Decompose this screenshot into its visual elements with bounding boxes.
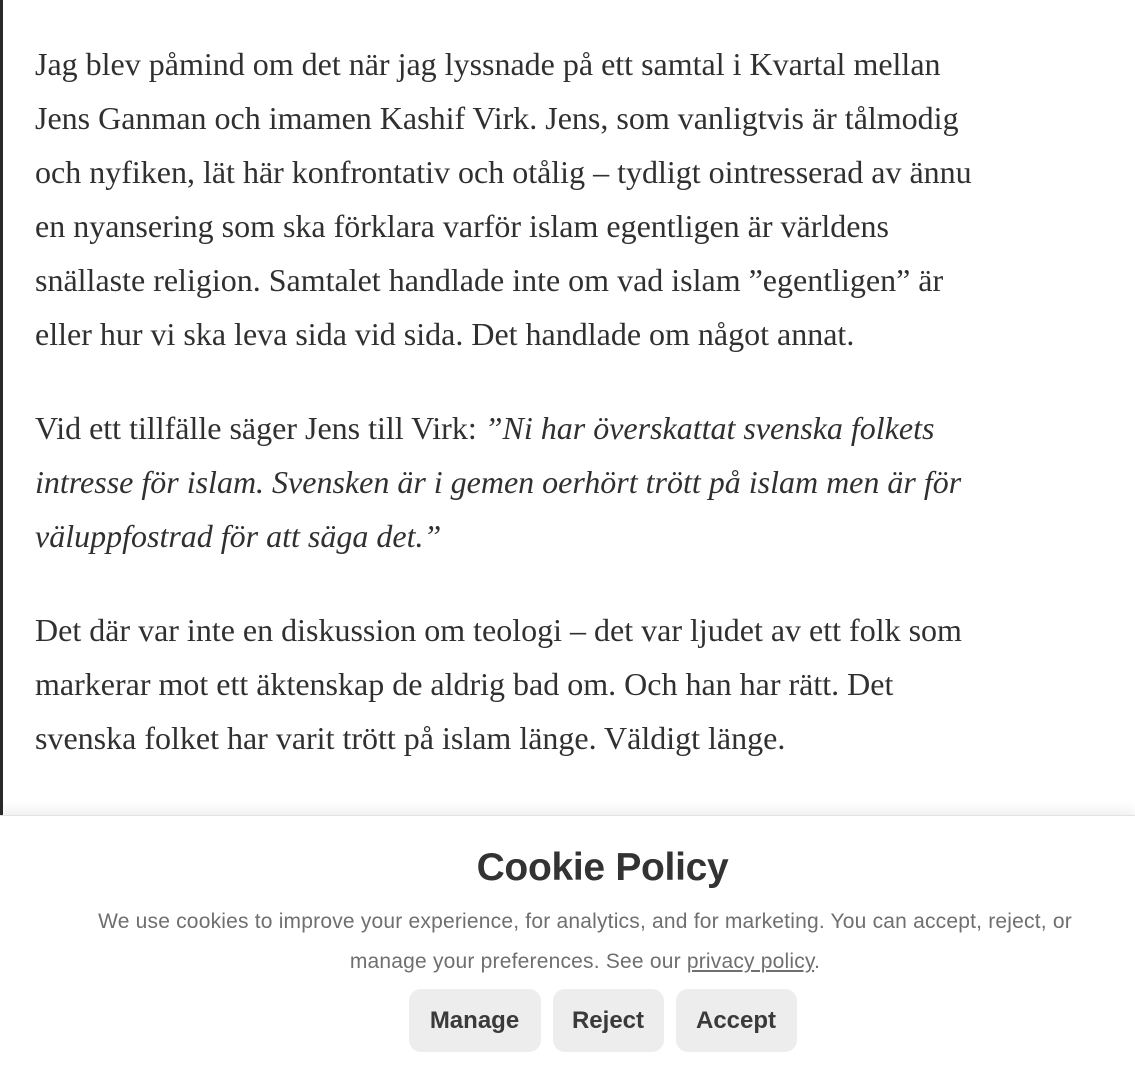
privacy-policy-link[interactable]: privacy policy xyxy=(686,950,815,973)
article-body xyxy=(35,37,1135,765)
cookie-banner xyxy=(0,815,1135,1080)
accept-button[interactable]: Accept xyxy=(676,989,797,1052)
article-paragraph-1 xyxy=(35,37,1135,361)
paragraph-line xyxy=(35,401,1135,455)
manage-button[interactable]: Manage xyxy=(409,989,541,1052)
paragraph-line: markerar mot ett äktenskap de aldrig bad om. Och han har rätt. Det xyxy=(35,666,894,702)
reject-button[interactable]: Reject xyxy=(553,989,664,1052)
quote-text: intresse för islam. Svensken är i gemen oerhört trött på islam men är för xyxy=(35,464,962,500)
paragraph-line: en nyansering som ska förklara varför islam egentligen är världens xyxy=(35,208,889,244)
quote-text: ”Ni har överskattat svenska folkets xyxy=(484,410,935,446)
paragraph-line: eller hur vi ska leva sida vid sida. Det handlade om något annat. xyxy=(35,316,855,352)
cookie-title: Cookie Policy xyxy=(476,846,729,889)
paragraph-line: svenska folket har varit trött på islam länge. Väldigt länge. xyxy=(35,720,786,756)
cookie-text-line: manage your preferences. See our xyxy=(349,950,687,973)
cookie-text-period: . xyxy=(814,950,821,973)
paragraph-line: och nyfiken, lät här konfrontativ och otålig – tydligt ointresserad av ännu xyxy=(35,154,972,190)
paragraph-line: Jens Ganman och imamen Kashif Virk. Jens, som vanligtvis är tålmodig xyxy=(35,100,959,136)
cookie-description xyxy=(40,902,1130,982)
cookie-button-group xyxy=(0,989,1135,1052)
paragraph-line: Det där var inte en diskussion om teologi – det var ljudet av ett folk som xyxy=(35,612,962,648)
article-paragraph-2 xyxy=(35,401,1135,563)
paragraph-line: snällaste religion. Samtalet handlade inte om vad islam ”egentligen” är xyxy=(35,262,944,298)
quote-text: väluppfostrad för att säga det.” xyxy=(35,518,442,554)
quote-intro: Vid ett tillfälle säger Jens till Virk: xyxy=(35,410,485,446)
cookie-text-line: We use cookies to improve your experience, for analytics, and for marketing. You can accept, reject, or xyxy=(98,910,1072,933)
article-paragraph-3 xyxy=(35,603,1135,765)
paragraph-line: Jag blev påmind om det när jag lyssnade på ett samtal i Kvartal mellan xyxy=(35,46,941,82)
